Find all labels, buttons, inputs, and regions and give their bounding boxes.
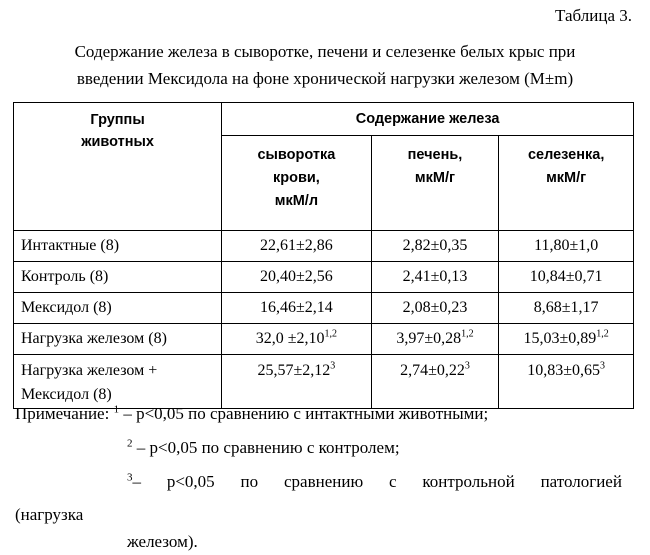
table-row (14, 231, 634, 262)
note-2-mark: 2 (127, 437, 133, 450)
header-spleen (499, 136, 634, 231)
significance-mark: 1,2 (461, 328, 474, 340)
note-line-1 (15, 404, 488, 424)
liver-value: 2,41±0,13 (371, 262, 499, 293)
note-line-3 (127, 472, 622, 492)
header-animal-groups (14, 103, 222, 231)
note-line-2 (127, 438, 400, 458)
spleen-number: 15,03±0,89 (523, 330, 597, 347)
header-groups-line-2: животных (81, 134, 154, 150)
group-name (14, 355, 222, 409)
serum-value (222, 355, 372, 409)
significance-mark: 3 (330, 360, 336, 372)
liver-number: 2,74±0,22 (400, 362, 465, 379)
note-3-lead (127, 472, 141, 492)
group-name-line-1: Нагрузка железом + (21, 362, 158, 379)
spleen-value: 11,80±1,0 (499, 231, 634, 262)
spleen-number: 10,83±0,65 (527, 362, 601, 379)
spleen-value (499, 355, 634, 409)
table-caption (0, 38, 650, 92)
significance-mark: 1,2 (324, 328, 338, 340)
note-1-mark: 1 (113, 403, 120, 416)
serum-value: 16,46±2,14 (222, 293, 372, 324)
liver-value (371, 355, 499, 409)
iron-content-table (13, 102, 634, 409)
note-3-word: с (388, 472, 397, 491)
note-3-word: – (132, 472, 141, 491)
significance-mark: 3 (464, 360, 470, 372)
note-3-mark: 3 (127, 471, 133, 484)
note-3-word: патологией (540, 472, 622, 491)
liver-value: 2,08±0,23 (371, 293, 499, 324)
liver-value: 2,82±0,35 (371, 231, 499, 262)
header-spleen-line-1: селезенка, (527, 147, 605, 163)
note-3-word: контрольной (422, 472, 515, 491)
group-name: Контроль (8) (14, 262, 222, 293)
group-name: Мексидол (8) (14, 293, 222, 324)
caption-line-2: введении Мексидола на фоне хронической нагрузки железом (M±m) (76, 69, 574, 88)
table-row (14, 355, 634, 409)
spleen-value (499, 324, 634, 355)
serum-value (222, 324, 372, 355)
table-row (14, 324, 634, 355)
table-number-label: Таблица 3. (555, 6, 632, 25)
header-serum-line-3: мкМ/л (274, 193, 319, 209)
spleen-value: 8,68±1,17 (499, 293, 634, 324)
header-spleen-line-2: мкМ/г (546, 170, 587, 186)
note-2-text: – p<0,05 по сравнению с контролем; (132, 438, 400, 457)
header-liver (371, 136, 499, 231)
header-serum (222, 136, 372, 231)
serum-value: 22,61±2,86 (222, 231, 372, 262)
note-3-word: по (240, 472, 259, 491)
header-serum-line-1: сыворотка (257, 147, 336, 163)
header-liver-line-2: мкМ/г (414, 170, 456, 186)
serum-number: 32,0 ±2,10 (255, 330, 325, 347)
table-row (14, 262, 634, 293)
note-3-word: p<0,05 (166, 472, 215, 491)
group-name: Интактные (8) (14, 231, 222, 262)
group-name: Нагрузка железом (8) (14, 324, 222, 355)
liver-number: 3,97±0,28 (396, 330, 462, 347)
header-liver-line-1: печень, (407, 147, 463, 163)
header-iron-content: Содержание железа (222, 103, 634, 136)
table-row (14, 293, 634, 324)
note-3-continuation-1: (нагрузка (15, 505, 84, 524)
liver-value (371, 324, 499, 355)
note-3-continuation-2: железом). (127, 532, 198, 551)
significance-mark: 3 (600, 360, 606, 372)
note-label: Примечание: (15, 404, 110, 423)
note-1-text: – p<0,05 по сравнению с интактными животными; (119, 404, 489, 423)
group-name-line-2: Мексидол (8) (21, 386, 112, 403)
header-serum-line-2: крови, (272, 170, 320, 186)
header-groups-line-1: Группы (90, 112, 145, 128)
serum-number: 25,57±2,12 (257, 362, 331, 379)
significance-mark: 1,2 (596, 328, 609, 340)
serum-value: 20,40±2,56 (222, 262, 372, 293)
caption-line-1: Содержание железа в сыворотке, печени и селезенке белых крыс при (74, 42, 576, 61)
spleen-value: 10,84±0,71 (499, 262, 634, 293)
note-3-word: сравнению (283, 472, 364, 491)
